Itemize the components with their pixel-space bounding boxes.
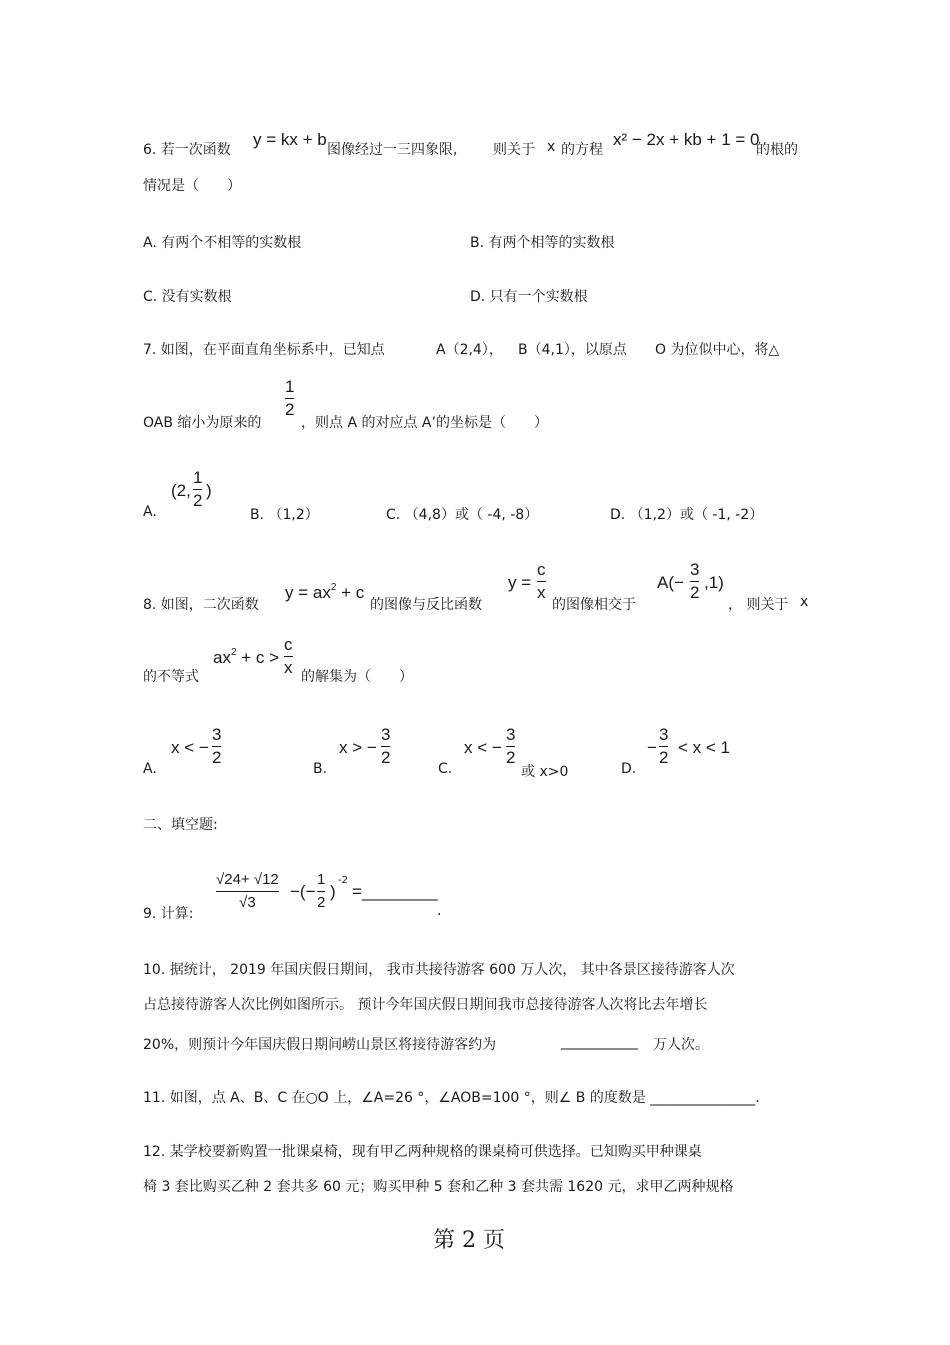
q8-line2-b: 的解集为（ ） [301, 669, 413, 685]
q6-line2: 情况是（ ） [143, 178, 241, 194]
q8-option-c-label: C. [438, 761, 453, 777]
q8-point-a-fraction [690, 560, 699, 603]
q8-option-d-pre: − [647, 738, 657, 757]
q10-line2: 占总接待游客人次比例如图所示。 预计今年国庆假日期间我市总接待游客人次将比去年增长 [143, 997, 708, 1013]
q7-point-a: A（2,4）， [436, 342, 503, 358]
q9-answer-blank[interactable]: =________ [352, 882, 438, 901]
q7-line2-a: OAB 缩小为原来的 [143, 415, 262, 431]
q8-option-c-math: x < − [464, 738, 502, 757]
q8-variable: x [800, 594, 809, 610]
q8-ineq-fraction [284, 635, 293, 678]
q8-inverse-denominator: x [537, 583, 546, 602]
q6-label: 6. 若一次函数 [143, 142, 231, 158]
q8-point-a-post: ,1) [704, 573, 724, 592]
q8-option-b-denominator: 2 [381, 748, 391, 767]
q9-radical-fraction [216, 870, 279, 913]
q8-quadratic-function [285, 583, 364, 603]
q7-option-a-numerator: 1 [193, 468, 203, 487]
q8-mid2: 的图像相交于 [552, 597, 636, 613]
q8-option-b-fraction [381, 725, 390, 768]
q8-option-c-tail: 或 x>0 [521, 764, 569, 780]
q9-period: . [437, 903, 442, 919]
q7-line1: 7. 如图，在平面直角坐标系中，已知点 [143, 342, 385, 358]
q6-option-d: D. 只有一个实数根 [470, 289, 588, 305]
q7-origin: O 为位似中心，将△ [655, 342, 780, 358]
q8-point-a-numerator: 3 [690, 560, 700, 579]
fraction-bar [690, 581, 699, 582]
q10-line1: 10. 据统计， 2019 年国庆假日期间， 我市共接待游客 600 万人次， 其中各景区接待游客人次 [143, 962, 735, 978]
q7-point-b: B（4,1），以原点 [518, 342, 627, 358]
q9-close-paren: ) [330, 882, 336, 901]
q8-ineq-tail: + c > [236, 648, 280, 667]
q7-line2-b: ，则点 A 的对应点 A’的坐标是（ ） [301, 415, 548, 431]
q10-line3-b: 万人次。 [653, 1037, 709, 1053]
q12-line1: 12. 某学校要新购置一批课桌椅，现有甲乙两种规格的课桌椅可供选择。已知购买甲种课桌 [143, 1144, 702, 1160]
q7-option-a-post: ) [206, 481, 212, 500]
q9-label: 9. 计算: [143, 906, 194, 922]
q8-inequality [213, 648, 279, 668]
q8-option-d-fraction [659, 725, 668, 768]
q8-mid: 的图像与反比函数 [370, 597, 482, 613]
q8-line2-a: 的不等式 [143, 669, 199, 685]
q8-option-b-math: x > − [339, 738, 377, 757]
q8-point-a-denominator: 2 [690, 583, 700, 602]
fraction-bar [193, 489, 202, 490]
q9-half-denominator: 2 [317, 894, 326, 911]
q7-option-a-pre: (2, [171, 481, 191, 500]
fraction-bar [506, 746, 515, 747]
page-number: 第 2 页 [433, 1228, 505, 1253]
fraction-bar [381, 746, 390, 747]
q6-variable: x [547, 139, 556, 155]
q9-minus-paren: −(− [290, 882, 316, 901]
q6-linear-function: y = kx + b [253, 130, 327, 149]
q6-about: 则关于 [493, 142, 535, 158]
q8-ineq-base: ax [213, 648, 231, 667]
q6-option-b: B. 有两个相等的实数根 [470, 235, 615, 251]
q8-func-exponent: 2 [330, 582, 337, 593]
q7-scale-denominator: 2 [285, 400, 295, 419]
fraction-bar [659, 746, 668, 747]
q9-half-numerator: 1 [317, 871, 326, 888]
q10-line3-a: 20%，则预计今年国庆假日期间崂山景区将接待游客约为 [143, 1037, 497, 1053]
q8-tail: ， 则关于 [728, 597, 789, 613]
q12-line2: 椅 3 套比购买乙种 2 套共多 60 元；购买甲种 5 套和乙种 3 套共需 1620 元，求甲乙两种规格 [143, 1179, 734, 1195]
q8-inverse-y: y = [508, 573, 532, 592]
q6-option-a: A. 有两个不相等的实数根 [143, 235, 302, 251]
q8-option-a-fraction [212, 725, 221, 768]
q6-equation-prefix: 的方程 [561, 142, 603, 158]
q7-option-b: B. （1,2） [250, 507, 319, 523]
q8-option-b-numerator: 3 [381, 725, 391, 744]
q8-func-tail: + c [336, 583, 365, 602]
q6-suffix: 的根的 [756, 142, 798, 158]
q8-func-base: y = ax [285, 583, 331, 602]
q8-ineq-numerator: c [284, 635, 293, 654]
q6-quadratic-equation: x² − 2x + kb + 1 = 0 [613, 130, 760, 149]
q11-text: 11. 如图，点 A、B、C 在○O 上，∠A=26 °，∠AOB=100 °，则∠ B 的度数是 _______________. [143, 1090, 760, 1106]
q9-half-fraction [317, 870, 325, 913]
q9-exponent: -2 [338, 875, 348, 886]
q7-scale-fraction [285, 377, 294, 420]
q8-option-a-denominator: 2 [212, 748, 222, 767]
q6-condition: 图像经过一三四象限, [327, 142, 458, 158]
q8-option-a-label: A. [143, 761, 157, 777]
q8-point-a-pre: A(− [657, 573, 684, 592]
q7-option-a-fraction [193, 468, 202, 511]
q7-option-d: D. （1,2）或（ -1, -2） [610, 507, 764, 523]
q8-option-c-numerator: 3 [506, 725, 516, 744]
q7-option-a-label: A. [143, 504, 157, 520]
fraction-bar [285, 398, 294, 399]
q8-ineq-denominator: x [284, 658, 293, 677]
fraction-bar [284, 656, 293, 657]
q8-option-c-fraction [506, 725, 515, 768]
q8-option-d-label: D. [621, 761, 637, 777]
q8-option-c-denominator: 2 [506, 748, 516, 767]
q9-radical-numerator: √24+ √12 [216, 871, 279, 888]
q8-label: 8. 如图，二次函数 [143, 597, 259, 613]
q8-option-b-label: B. [313, 761, 328, 777]
q8-option-d-numerator: 3 [659, 725, 669, 744]
q8-ineq-exponent: 2 [230, 647, 237, 658]
q7-option-a-denominator: 2 [193, 491, 203, 510]
q8-option-a-numerator: 3 [212, 725, 222, 744]
q8-inverse-numerator: c [537, 560, 546, 579]
fraction-bar [216, 891, 279, 892]
q6-option-c: C. 没有实数根 [143, 289, 232, 305]
q8-option-a-math: x < − [171, 738, 209, 757]
q9-radical-denominator: √3 [239, 894, 256, 911]
q8-inverse-fraction [537, 560, 546, 603]
fraction-bar [537, 581, 546, 582]
q7-option-c: C. （4,8）或（ -4, -8） [386, 507, 539, 523]
fraction-bar [317, 891, 325, 892]
fraction-bar [212, 746, 221, 747]
q8-option-d-denominator: 2 [659, 748, 669, 767]
section-heading-fill-in: 二、填空题: [143, 817, 218, 833]
q10-answer-blank[interactable]: ___________ [561, 1034, 638, 1050]
q8-option-d-post: < x < 1 [678, 738, 730, 757]
q7-scale-numerator: 1 [285, 377, 295, 396]
